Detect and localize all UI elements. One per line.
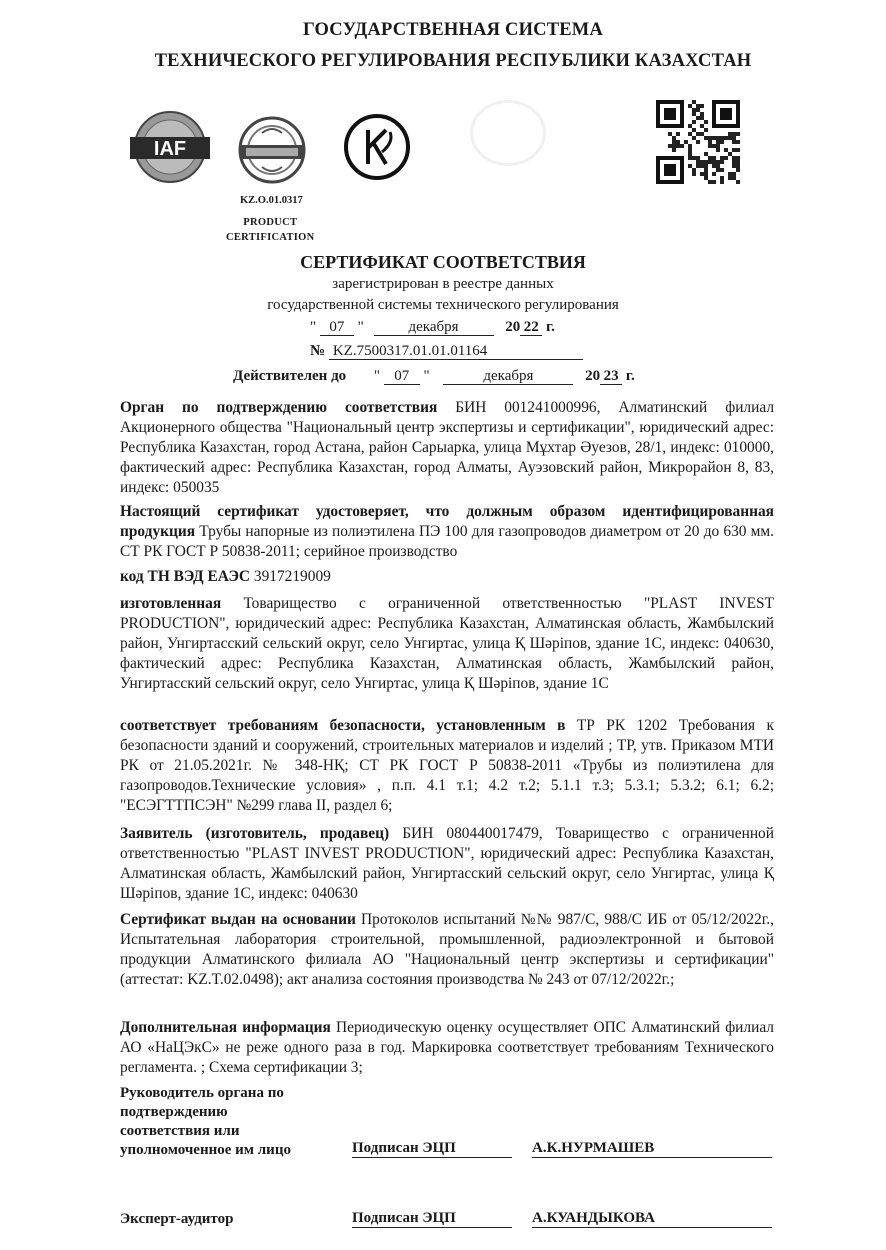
qr-code <box>656 100 740 184</box>
qr-module <box>732 148 736 152</box>
qr-module <box>704 152 708 156</box>
qr-module <box>688 104 692 108</box>
qr-module <box>704 136 708 140</box>
qr-module <box>716 136 720 140</box>
head-role-line-3: соответствия или <box>120 1123 240 1139</box>
qr-code-svg <box>656 100 740 184</box>
qr-module <box>696 104 700 108</box>
section-product-text: Трубы напорные из полиэтилена ПЭ 100 для газопроводов диаметром от 20 до 630 мм. СТ РК ГОСТ Р 50838-2011; серийное производство <box>120 523 774 560</box>
qr-module <box>736 140 740 144</box>
certificate-title: СЕРТИФИКАТ СООТВЕТСТВИЯ <box>300 252 586 272</box>
qr-module <box>708 136 712 140</box>
qr-module <box>716 140 720 144</box>
head-signed-ecp: Подписан ЭЦП <box>352 1139 512 1158</box>
qr-module <box>732 156 736 160</box>
qr-module <box>704 168 708 172</box>
kz-conformity-mark <box>342 112 412 182</box>
certificate-number: KZ.7500317.01.01.01164 <box>329 343 583 360</box>
qr-module <box>692 128 696 132</box>
qr-module <box>716 160 720 164</box>
head-signatory-role <box>120 1084 291 1160</box>
section-organ-label: Орган по подтверждению соответствия <box>120 399 438 416</box>
product-certification-label <box>226 215 315 245</box>
qr-module <box>700 124 704 128</box>
section-code-label: код ТН ВЭД ЕАЭС <box>120 568 251 585</box>
qr-module <box>704 160 708 164</box>
qr-module <box>732 160 736 164</box>
qr-module <box>700 172 704 176</box>
section-product-label: Настоящий сертификат удостоверяет, что должным образом идентифицированная продукция <box>120 503 774 540</box>
registration-date <box>310 319 555 336</box>
expert-signed-ecp: Подписан ЭЦП <box>352 1209 512 1228</box>
qr-module <box>676 144 680 148</box>
reg-date-day: 07 <box>320 319 354 336</box>
qr-module <box>700 104 704 108</box>
qr-module <box>720 156 724 160</box>
qr-module <box>688 164 692 168</box>
head-role-line-1: Руководитель органа по <box>120 1085 284 1101</box>
qr-module <box>688 156 692 160</box>
section-applicant-text: БИН 080440017479, Товарищество с ограниченной ответственностью "PLAST INVEST PRODUCTION", юридический адрес: Республика Казахстан, Алматинская область, Жамбылский район, Унгиртасский сельский округ, село Унгиртас, улица Қ Шәріпов, здание 1С, индекс: 040630 <box>120 825 774 902</box>
valid-date-year-end: г. <box>625 368 635 384</box>
qr-module <box>692 120 696 124</box>
qr-module <box>692 172 696 176</box>
reg-date-quote-close: " <box>357 319 364 335</box>
section-applicant <box>120 824 774 904</box>
section-product <box>120 502 774 562</box>
qr-module <box>728 132 732 136</box>
qr-finder-inner <box>720 108 732 120</box>
qr-module <box>668 132 672 136</box>
qr-module <box>708 156 712 160</box>
qr-module <box>700 116 704 120</box>
qr-module <box>712 136 716 140</box>
qr-module <box>712 160 716 164</box>
qr-module <box>680 144 684 148</box>
qr-module <box>692 156 696 160</box>
qr-module <box>736 180 740 184</box>
header-line-1: ГОСУДАРСТВЕННАЯ СИСТЕМА <box>302 20 604 40</box>
qr-module <box>736 168 740 172</box>
reg-date-quote-open: " <box>310 319 317 335</box>
qr-module <box>700 164 704 168</box>
section-requirements <box>120 716 774 816</box>
section-manufacturer-label: изготовленная <box>120 595 222 612</box>
qr-module <box>712 164 716 168</box>
qr-module <box>728 136 732 140</box>
qr-module <box>668 144 672 148</box>
qr-module <box>720 140 724 144</box>
qr-module <box>696 160 700 164</box>
qr-module <box>696 164 700 168</box>
qr-module <box>696 156 700 160</box>
qr-module <box>728 176 732 180</box>
qr-module <box>688 132 692 136</box>
qr-module <box>688 144 692 148</box>
valid-until-date <box>233 368 635 385</box>
qr-module <box>720 180 724 184</box>
section-organ <box>120 398 774 498</box>
qr-module <box>736 160 740 164</box>
qr-module <box>712 144 716 148</box>
section-requirements-label: соответствует требованиям безопасности, установленным в <box>120 717 566 734</box>
qr-module <box>676 140 680 144</box>
section-basis <box>120 910 774 990</box>
reg-date-month: декабря <box>374 319 494 336</box>
valid-date-day: 07 <box>384 368 420 385</box>
qr-module <box>720 176 724 180</box>
reg-date-year-prefix: 20 <box>505 319 521 335</box>
qr-module <box>700 132 704 136</box>
registered-line-1: зарегистрирован в реестре данных <box>332 276 554 292</box>
qr-module <box>672 140 676 144</box>
qr-module <box>736 132 740 136</box>
qr-module <box>708 140 712 144</box>
qr-module <box>720 168 724 172</box>
qr-module <box>724 148 728 152</box>
qr-module <box>676 132 680 136</box>
qr-module <box>716 164 720 168</box>
qr-module <box>688 148 692 152</box>
qr-module <box>724 156 728 160</box>
qr-module <box>728 152 732 156</box>
reg-date-year-end: г. <box>546 319 555 335</box>
valid-date-month: декабря <box>443 368 573 385</box>
qr-module <box>728 172 732 176</box>
qr-module <box>736 164 740 168</box>
expert-name: А.КУАНДЫКОВА <box>532 1209 772 1228</box>
qr-module <box>672 148 676 152</box>
accreditation-code: KZ.O.01.0317 <box>240 195 303 206</box>
qr-module <box>692 112 696 116</box>
qr-module <box>700 112 704 116</box>
iaf-logo <box>120 110 220 185</box>
head-role-line-2: подтверждению <box>120 1104 228 1120</box>
qr-module <box>696 116 700 120</box>
qr-module <box>732 132 736 136</box>
section-basis-label: Сертификат выдан на основании <box>120 911 356 928</box>
qr-module <box>736 148 740 152</box>
section-organ-text: БИН 001241000996, Алматинский филиал Акционерного общества "Национальный центр экспертизы и сертификации", юридический адрес: Республика Казахстан, город Астана, район Сарыарка, улица Мұхтар Әуезов, 28/1, индекс: 010000, фактический адрес: Республика Казахстан, город Алматы, Ауэзовский район, Микрорайон 8, 83, индекс: 050035 <box>120 399 774 496</box>
qr-module <box>684 140 688 144</box>
qr-module <box>688 152 692 156</box>
qr-module <box>736 156 740 160</box>
product-certification-line-1: PRODUCT <box>243 217 298 228</box>
section-manufacturer <box>120 594 774 694</box>
number-label: № <box>310 343 326 359</box>
qr-module <box>732 164 736 168</box>
qr-module <box>692 100 696 104</box>
qr-finder-inner <box>664 164 676 176</box>
qr-module <box>716 168 720 172</box>
section-additional-text: Периодическую оценку осуществляет ОПС Алматинский филиал АО «НаЦЭкС» не реже одного раза в год. Маркировка соответствует требованиям Технического регламента. ; Схема сертификации 3; <box>120 1019 774 1076</box>
section-applicant-label: Заявитель (изготовитель, продавец) <box>120 825 390 842</box>
bleed-through-mark <box>470 100 546 166</box>
header-line-2: ТЕХНИЧЕСКОГО РЕГУЛИРОВАНИЯ РЕСПУБЛИКИ КАЗАХСТАН <box>154 51 752 71</box>
qr-module <box>692 136 696 140</box>
qr-module <box>712 172 716 176</box>
qr-module <box>704 172 708 176</box>
qr-module <box>708 160 712 164</box>
qr-module <box>672 136 676 140</box>
qr-module <box>716 144 720 148</box>
section-additional-label: Дополнительная информация <box>120 1019 331 1036</box>
qr-module <box>692 108 696 112</box>
qr-module <box>696 132 700 136</box>
registered-line-2: государственной системы технического регулирования <box>267 297 619 313</box>
valid-date-year-prefix: 20 <box>585 368 601 384</box>
qr-module <box>696 140 700 144</box>
qr-module <box>704 120 708 124</box>
qr-module <box>672 144 676 148</box>
head-role-line-4: уполномоченное им лицо <box>120 1142 291 1158</box>
product-certification-line-2: CERTIFICATION <box>226 232 315 243</box>
qr-module <box>732 136 736 140</box>
section-requirements-text: ТР РК 1202 Требования к безопасности зданий и сооружений, строительных материалов и изделий ; ТР, утв. Приказом МТИ РК от 21.05.2021г. № 348-НҚ; СТ РК ГОСТ Р 50838-2011 «Трубы из полиэтилена для газопроводов.Технические условия» , п.п. 4.1 т.1; 4.2 т.2; 5.1.1 т.3; 5.3.1; 5.3.2; 6.1; 6.2; "ЕСЭГТТПСЭН" №299 глава II, раздел 6; <box>120 717 774 814</box>
valid-date-year-suffix: 23 <box>600 368 622 385</box>
iaf-logo-text: IAF <box>153 138 187 160</box>
qr-module <box>704 176 708 180</box>
qr-module <box>692 168 696 172</box>
qr-module <box>696 108 700 112</box>
qr-module <box>732 176 736 180</box>
qr-module <box>720 160 724 164</box>
qr-module <box>708 144 712 148</box>
qr-module <box>708 180 712 184</box>
qr-module <box>700 160 704 164</box>
head-signatory-name: А.К.НУРМАШЕВ <box>532 1139 772 1158</box>
qr-module <box>704 128 708 132</box>
qr-finder-inner <box>664 108 676 120</box>
expert-role: Эксперт-аудитор <box>120 1211 234 1227</box>
qr-module <box>716 148 720 152</box>
section-code <box>120 567 774 587</box>
qr-module <box>712 180 716 184</box>
valid-date-quote-close: " <box>423 368 430 384</box>
certificate-number-line <box>310 343 583 360</box>
qr-module <box>704 164 708 168</box>
section-code-text: 3917219009 <box>250 568 331 585</box>
section-additional <box>120 1018 774 1078</box>
valid-until-label: Действителен до <box>233 368 347 384</box>
reg-date-year-suffix: 22 <box>520 319 542 336</box>
qr-module <box>732 140 736 144</box>
valid-date-quote-open: " <box>373 368 381 384</box>
section-manufacturer-text: Товарищество с ограниченной ответственностью "PLAST INVEST PRODUCTION", юридический адрес: Республика Казахстан, Алматинская область, Жамбылский район, Унгиртасский сельский округ, село Унгиртас, улица Қ Шәріпов, здание 1С, индекс: 040630, фактический адрес: Республика Казахстан, Алматинская область, Жамбылский район, Унгиртасский сельский округ, село Унгиртас, улица Қ Шәріпов, здание 1С <box>120 595 774 692</box>
qr-module <box>732 172 736 176</box>
qr-module <box>724 136 728 140</box>
qr-module <box>720 136 724 140</box>
section-basis-text: Протоколов испытаний №№ 987/С, 988/С ИБ от 05/12/2022г., Испытательная лаборатория строительной, промышленной, радиоэлектронной и бытовой продукции Алматинского филиала АО "Национальный центр экспертизы и сертификации" (аттестат: KZ.T.02.0498); акт анализа состояния производства № 243 от 07/12/2022г.; <box>120 911 774 988</box>
qr-module <box>712 156 716 160</box>
accreditation-emblem <box>232 115 312 185</box>
qr-module <box>688 124 692 128</box>
